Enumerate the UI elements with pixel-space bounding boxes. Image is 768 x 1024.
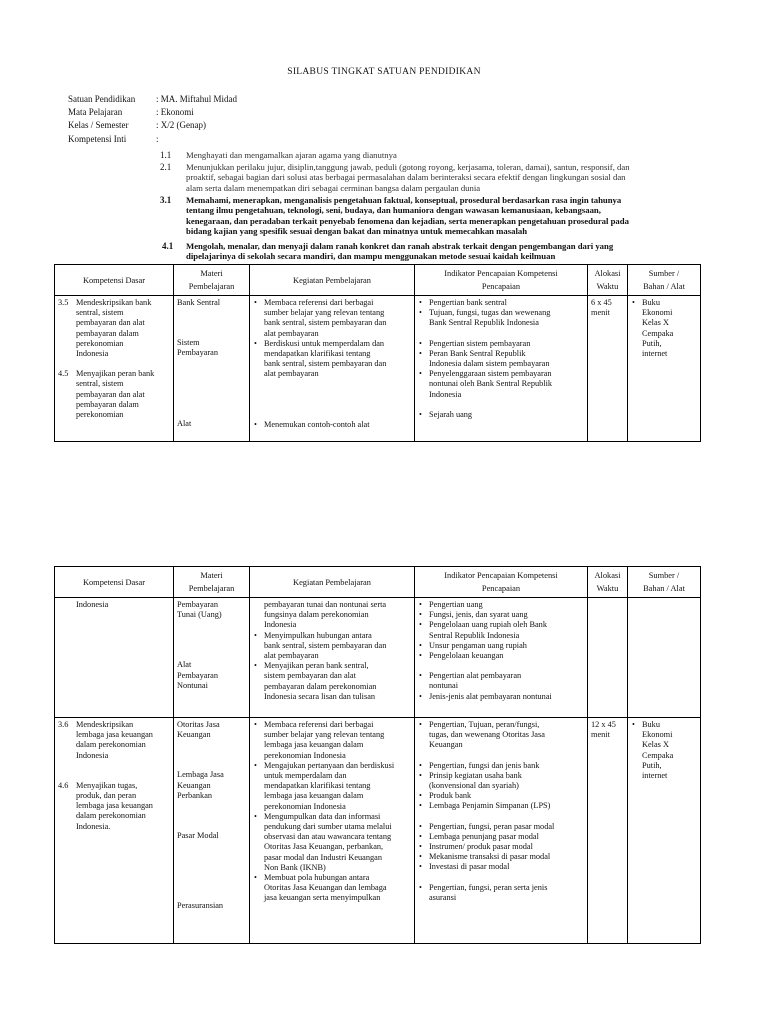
cell-kegiatan [250, 598, 415, 718]
list-item: • Pengertian bank sentral [429, 298, 584, 308]
table-row [55, 598, 701, 718]
cell-indikator [415, 598, 588, 718]
cell-kegiatan [250, 296, 415, 442]
list-item: • Membaca referensi dari berbagai sumber belajar yang relevan tentang bank sentral, sistem pembayaran dan alat pembayaran [264, 298, 411, 339]
label-kompetensi-inti: Kompetensi Inti [68, 134, 127, 144]
list-item: • Peran Bank Sentral Republik Indonesia dalam sistem pembayaran [429, 349, 584, 369]
cell-alokasi [588, 598, 628, 718]
ki-text: Memahami, menerapkan, menganalisis pengetahuan faktual, konseptual, prosedural berdasarkan rasa ingin tahunya tentang ilmu pengetahuan, teknologi, seni, budaya, dan humaniora dengan wawasan kemanusiaan, kebangsaan, kenegaraan, dan peradaban terkait penyebab fenomena dan kejadian, serta menerapkan pengetahuan prosedural pada bidang kajian yang spesifik sesuai dengan bakat dan minatnya untuk memecahkan masalah [186, 195, 629, 237]
list-item: • Prinsip kegiatan usaha bank (konvensional dan syariah) [429, 771, 584, 791]
list-item: • Pengertian, fungsi, peran serta jenis asuransi [429, 883, 584, 903]
kd-item: 3.5 Mendeskripsikan bank sentral, sistem pembayaran dan alat pembayaran dalam perekonomian Indonesia [58, 298, 152, 359]
ki-number: 2.1 [160, 162, 172, 172]
ki-number: 1.1 [160, 150, 172, 160]
col-header-kompetensi-dasar: Kompetensi Dasar [55, 265, 174, 296]
col-header-kegiatan: Kegiatan Pembelajaran [250, 265, 415, 296]
list-item: • Pengertian uang [429, 600, 584, 610]
list-item: • Pengertian, fungsi, peran pasar modal [429, 822, 584, 832]
table-row [55, 296, 701, 442]
cell-materi: Otoritas Jasa Keuangan Lembaga Jasa Keuangan Perbankan Pasar Modal Perasuransian [174, 718, 250, 944]
cell-sumber [628, 718, 701, 944]
label-kelas-semester: Kelas / Semester [68, 120, 129, 130]
value-mata-pelajaran: : Ekonomi [156, 107, 194, 117]
list-item: • Pengertian alat pembayaran nontunai [429, 671, 584, 691]
cell-alokasi: 12 x 45 menit [588, 718, 628, 944]
cell-kompetensi-dasar [55, 296, 174, 442]
cell-materi: Bank Sentral Sistem Pembayaran Alat [174, 296, 250, 442]
list-item: • Berdiskusi untuk memperdalam dan mendapatkan klarifikasi tentang bank sentral, sistem pembayaran dan alat pembayaran [264, 339, 411, 380]
list-item: • Investasi di pasar modal [429, 862, 584, 872]
list-item: • Membaca referensi dari berbagai sumber belajar yang relevan tentang lembaga jasa keuangan dalam perekonomian Indonesia [264, 720, 411, 761]
list-item: • Buku Ekonomi Kelas X Cempaka Putih, internet [642, 720, 697, 781]
table-row [55, 718, 701, 944]
kd-item: 4.6 Menyajikan tugas, produk, dan peran lembaga jasa keuangan dalam perekonomian Indonesia. [58, 780, 153, 831]
list-item: • Penyelenggaraan sistem pembayaran nontunai oleh Bank Sentral Republik Indonesia [429, 369, 584, 400]
value-kompetensi-inti: : [156, 134, 159, 144]
list-item: • Unsur pengaman uang rupiah [429, 641, 584, 651]
cell-materi: Pembayaran Tunai (Uang) Alat Pembayaran Nontunai [174, 598, 250, 718]
col-header-materi: Materi Pembelajaran [174, 265, 250, 296]
list-item: • Menyajikan peran bank sentral, sistem pembayaran dan alat pembayaran dalam perekonomian Indonesia secara lisan dan tulisan [264, 661, 411, 702]
syllabus-table-2 [54, 566, 701, 944]
ki-text: Mengolah, menalar, dan menyaji dalam ranah konkret dan ranah abstrak terkait dengan pengembangan dari yang dipelajarinya di sekolah secara mandiri, dan mampu menggunakan metode sesuai kaidah keilmuan [186, 241, 614, 262]
list-item: • Pengertian sistem pembayaran [429, 339, 584, 349]
kd-item: 3.6 Mendeskripsikan lembaga jasa keuangan dalam perekonomian Indonesia [58, 720, 153, 760]
cell-sumber [628, 598, 701, 718]
list-item: • Buku Ekonomi Kelas X Cempaka Putih, internet [642, 298, 697, 359]
ki-number: 3.1 [160, 195, 172, 205]
list-item: • Mengumpulkan data dan informasi pendukung dari sumber utama melalui observasi dan atau wawancara tentang Otoritas Jasa Keuangan, perbankan, pasar modal dan Industri Keuangan Non Bank (IKNB) [264, 812, 411, 873]
cell-sumber [628, 296, 701, 442]
list-item: • Tujuan, fungsi, tugas dan wewenang Bank Sentral Republik Indonesia [429, 308, 584, 328]
label-satuan-pendidikan: Satuan Pendidikan [68, 94, 136, 104]
list-item: • Pengertian, fungsi dan jenis bank [429, 761, 584, 771]
ki-number: 4.1 [162, 241, 174, 251]
list-item: pembayaran tunai dan nontunai serta fungsinya dalam perekonomian Indonesia [264, 600, 387, 630]
kd-item: 4.5 Menyajikan peran bank sentral, sistem pembayaran dan alat pembayaran dalam perekonomian [58, 369, 155, 420]
syllabus-table-1 [54, 264, 701, 442]
ki-text: Menunjukkan perilaku jujur, disiplin,tanggung jawab, peduli (gotong royong, kerjasama, toleran, damai), santun, responsif, dan proaktif, sebagai bagian dari solusi atas berbagai permasalahan dalam berinteraksi secara efektif dengan lingkungan sosial dan alam serta dalam menempatkan diri sebagai cerminan bangsa dalam pergaulan dunia [186, 162, 630, 193]
cell-indikator [415, 296, 588, 442]
list-item: • Sejarah uang [429, 410, 584, 420]
list-item: • Pengelolaan uang rupiah oleh Bank Sentral Republik Indonesia [429, 620, 584, 640]
col-header-indikator: Indikator Pencapaian Kompetensi Pencapaian [415, 265, 588, 296]
list-item: • Menemukan contoh-contoh alat [264, 420, 411, 430]
list-item: • Fungsi, jenis, dan syarat uang [429, 610, 584, 620]
list-item: • Instrumen/ produk pasar modal [429, 842, 584, 852]
list-item: • Lembaga Penjamin Simpanan (LPS) [429, 801, 584, 811]
value-kelas-semester: : X/2 (Genap) [156, 120, 206, 130]
col-header-kompetensi-dasar: Kompetensi Dasar [55, 567, 174, 598]
cell-kompetensi-dasar [55, 718, 174, 944]
list-item: • Mekanisme transaksi di pasar modal [429, 852, 584, 862]
col-header-indikator: Indikator Pencapaian Kompetensi Pencapaian [415, 567, 588, 598]
list-item: • Pengertian, Tujuan, peran/fungsi, tugas, dan wewenang Otoritas Jasa Keuangan [429, 720, 584, 751]
col-header-kegiatan: Kegiatan Pembelajaran [250, 567, 415, 598]
list-item: • Jenis-jenis alat pembayaran nontunai [429, 692, 584, 702]
document-title: SILABUS TINGKAT SATUAN PENDIDIKAN [287, 67, 481, 77]
col-header-alokasi: Alokasi Waktu [588, 265, 628, 296]
list-item: • Mengajukan pertanyaan dan berdiskusi untuk memperdalam dan mendapatkan klarifikasi tentang lembaga jasa keuangan dalam perekonomian Indonesia [264, 761, 411, 812]
value-satuan-pendidikan: : MA. Miftahul Midad [156, 94, 237, 104]
ki-text: Menghayati dan mengamalkan ajaran agama yang dianutnya [186, 150, 397, 160]
cell-kegiatan [250, 718, 415, 944]
col-header-alokasi: Alokasi Waktu [588, 567, 628, 598]
list-item: • Menyimpulkan hubungan antara bank sentral, sistem pembayaran dan alat pembayaran [264, 631, 411, 662]
list-item: • Lembaga penunjang pasar modal [429, 832, 584, 842]
cell-alokasi: 6 x 45 menit [588, 296, 628, 442]
list-item: • Pengelolaan keuangan [429, 651, 584, 661]
col-header-sumber: Sumber / Bahan / Alat [628, 265, 701, 296]
cell-indikator [415, 718, 588, 944]
label-mata-pelajaran: Mata Pelajaran [68, 107, 123, 117]
col-header-sumber: Sumber / Bahan / Alat [628, 567, 701, 598]
list-item: • Produk bank [429, 791, 584, 801]
cell-kompetensi-dasar: Indonesia [55, 598, 174, 718]
list-item: • Membuat pola hubungan antara Otoritas Jasa Keuangan dan lembaga jasa keuangan serta menyimpulkan [264, 873, 411, 904]
col-header-materi: Materi Pembelajaran [174, 567, 250, 598]
